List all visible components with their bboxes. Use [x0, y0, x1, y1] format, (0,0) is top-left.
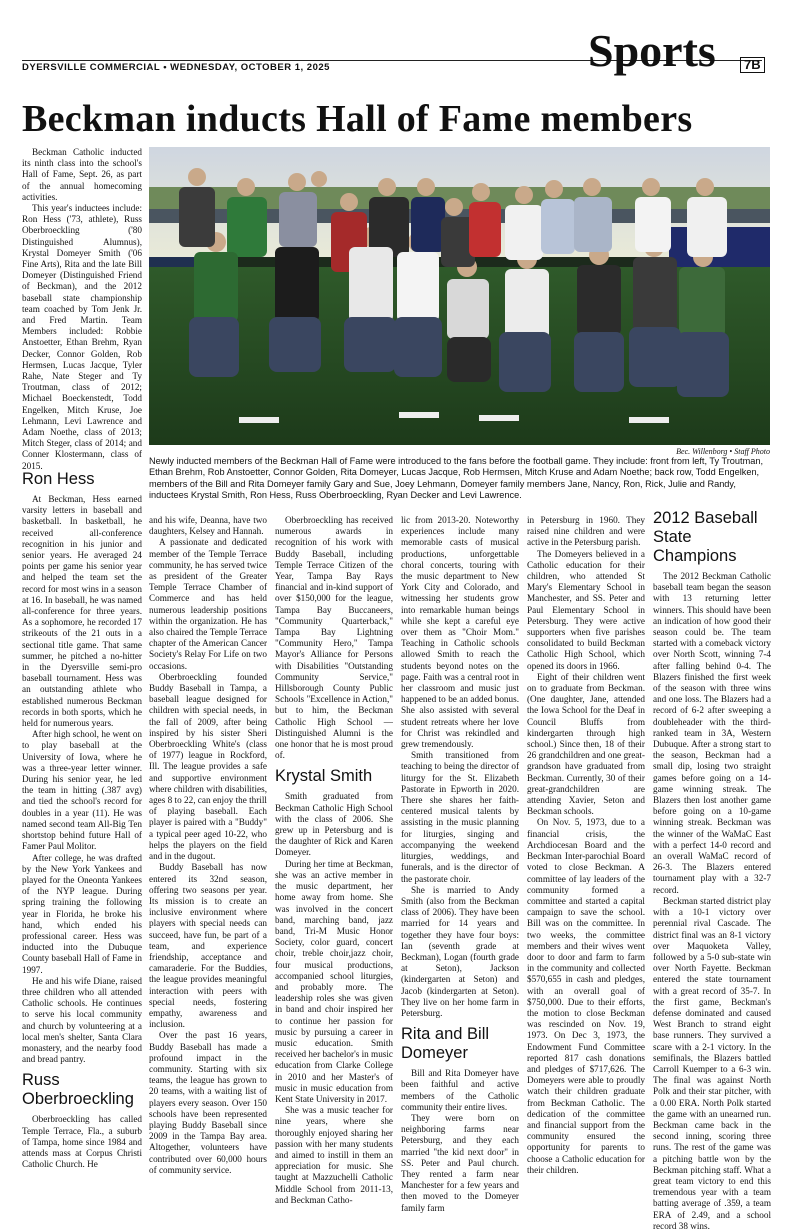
- column-5: [527, 515, 645, 1176]
- column-4: [401, 515, 519, 1214]
- paragraph: Eight of their children went on to graduate from Beckman. (One daughter, Jane, attended the Iowa School for the Deaf in Council Bluffs from kindergarten through high school.) Since then, 18 of their 26 grandchildren and one great-grandson have graduated from Beckman. Currently, 30 of their great-grandchildren are attending Xavier, Seton and Beckman schools.: [527, 671, 645, 817]
- paragraph: lic from 2013-20. Noteworthy experiences include many memorable casts of musical productions, unforgettable choral concerts, touring with the music department to New York City and Colorado, and witnessing her students grow into remarkable human beings while she kept a careful eye over them as "Choir Mom." Teaching in Catholic schools allowed Smith to reach the students beyond notes on the page. Faith was a central root in her classroom and music just happened to be an added bonus. She also assisted with several student retreats where her love for Christ was rekindled and grew tremendously.: [401, 515, 519, 750]
- paragraph: After high school, he went on to play baseball at the University of Iowa, where he was a three-year letter winner. During his senior year, he led the team in hitting (.387 avg) and tied the school's record for doubles in a year (11). He was named second team All-Big Ten shortstop behind future Hall of Famer Paul Molitor.: [22, 729, 142, 852]
- photo-caption: Newly inducted members of the Beckman Hall of Fame were introduced to the fans before the football game. They include: front from left, Ty Troutman, Ethan Brehm, Rob Anstoetter, Connor Golden, Rita Domeyer, Lucas Jacque, Rob Hermsen, Mitch Kruse and Adam Noethe; back row, Todd Engelken, members of the Bill and Rita Domeyer family Gary and Sue, Joey Lehmann, Domeyer family members Jane, Nancy, Ron, Rick, Julie and Randy, inductees Krystal Smith, Ron Hess, Russ Oberbroeckling, Ryan Decker and Levi Lawrence.: [149, 456, 763, 500]
- paragraph: Over the past 16 years, Buddy Baseball has made a profound impact in the community. Starting with six teams, the league has grown to 20 teams, with a waiting list of players every season. Over 150 schools have been represented playing Buddy Baseball since 2009 in the Tampa Bay area. Altogether, volunteers have contributed over 60,000 hours of community service.: [149, 1030, 267, 1175]
- subhead-krystal-smith: Krystal Smith: [275, 767, 373, 786]
- folio-line: DYERSVILLE COMMERCIAL • WEDNESDAY, OCTOBER 1, 2025: [22, 62, 330, 73]
- paragraph: During her time at Beckman, she was an active member in the music department, her home away from home. She was involved in the concert band, marching band, jazz band, Tri-M Music Honor Society, color guard, concert choir, treble choir,jazz choir, four musical productions, accompanied school liturgies, and probably more. The leadership roles she was given in band and choir inspired her to continue her passion for music by pursuing a career in music education. Smith received her bachelor's in music education from Clarke College in 2010 and her Master's of music in music education from Kent State University in 2017.: [275, 858, 393, 1104]
- paragraph: On Nov. 5, 1973, due to a financial crisis, the Archdiocesan Board and the Beckman Inter-parochial Board voted to close Beckman. A committee of lay leaders of the community formed a committee and started a capital campaign to save the school. Bill was on the committee. In two weeks, the committee members and their wives went door to door and farm to farm in the community and collected $570,655 in cash and pledges, with an overall goal of $750,000. Due to their efforts, the motion to close Beckman was rescinded on Nov. 19, 1973. On Dec 3, 1973, the Endowment Fund Committee reported 817 cash donations and pledges of $717,626. The Domeyers were able to proudly watch their children graduate from Beckman Catholic. The dedication of the committee and financial support from the community ensured the opportunity for parents to choose a Catholic education for their children.: [527, 817, 645, 1175]
- paragraph: Oberbroeckling has called Temple Terrace, Fla., a suburb of Tampa, home since 1984 and attends mass at Corpus Christi Catholic Church. He: [22, 1114, 142, 1170]
- paragraph: The 2012 Beckman Catholic baseball team began the season with 13 returning letter winners. This should have been an indication of how good their season could be. The team started with a comeback victory over North Scott, winning 7-4 after falling behind 0-4. The Blazers finished the first week of the season with three wins and one loss. The Blazers had a record of 6-2 after sweeping a doubleheader with the third-ranked team in 3A, Western Dubuque. After a strong start to the season, Beckman had a small dip, losing two straight games before going on a 14-game winning streak. The Blazers then lost another game before going on a 10-game winning streak. Beckman was the winner of the WaMaC East with a perfect 14-0 record and an overall WaMaC record of 26-3. The Blazers entered tournament play with a 32-7 record.: [653, 571, 771, 895]
- paragraph: Beckman Catholic inducted its ninth class into the school's Hall of Fame, Sept. 26, as part of the annual homecoming activities.: [22, 147, 142, 202]
- paragraph: Buddy Baseball has now entered its 32nd season, offering two seasons per year. Its mission is to create an inclusive environment where players with special needs can succeed, have fun, be part of a team, and experience friendship, acceptance and camaraderie. For the Buddies, the league provides meaningful interaction with peers with special needs, fostering empathy, awareness and inclusion.: [149, 862, 267, 1030]
- subhead-2012-baseball: 2012 Baseball State Champions: [653, 509, 758, 565]
- headline: Beckman inducts Hall of Fame members: [22, 98, 693, 140]
- paragraph: They were born on neighboring farms near Petersburg, and they each married "the kid next door" in SS. Peter and Paul church. They rented a farm near Manchester for a few years and then moved to the Domeyer family farm: [401, 1112, 519, 1213]
- photo-credit: Bec. Willenborg • Staff Photo: [676, 447, 770, 456]
- paragraph: He and his wife Diane, raised three children who all attended Catholic schools. He continues to serve his local community and church by volunteering at a local men's shelter, Santa Clara monastery, and the nearby food and bread pantry.: [22, 975, 142, 1065]
- page-number: 7B: [740, 57, 765, 73]
- paragraph: Oberbroeckling founded Buddy Baseball in Tampa, a baseball league designed for children with special needs, in the fall of 2009, after being inspired by his sister Sheri Oberbroeckling White's (class of 1977) league in Rockford, Ill. The league provides a safe and supportive environment where children with disabilities, ages 8 to 22, can enjoy the thrill of playing baseball. Each player is paired with a "Buddy" a typical peer aged 10-22, who helps the players on the field and in the dugout.: [149, 671, 267, 862]
- subhead-russ-oberbroeckling: Russ Oberbroeckling: [22, 1071, 134, 1109]
- paragraph: and his wife, Deanna, have two daughters, Kelsey and Hannah.: [149, 515, 267, 537]
- column-1-continued: [22, 464, 142, 1170]
- paragraph: Bill and Rita Domeyer have been faithful and active members of the Catholic community their entire lives.: [401, 1068, 519, 1112]
- paragraph: in Petersburg in 1960. They raised nine children and were active in the Petersburg parish.: [527, 515, 645, 548]
- subhead-ron-hess: Ron Hess: [22, 470, 95, 488]
- paragraph: She was a music teacher for nine years, where she thoroughly enjoyed sharing her passion with her many students and aimed to instill in them an appreciation for music. She taught at Mazzuchelli Catholic Middle School from 2011-13, and Beckman Catho-: [275, 1105, 393, 1205]
- paragraph: This year's inductees include: Ron Hess ('73, athlete), Russ Oberbroeckling ('80 Distinguished Alumnus), Krystal Domeyer Smith ('06 Fine Arts), Rita and the late Bill Domeyer (Distinguished Friend of Beckman), and the 2012 baseball state championship team coached by Tom Jenk Jr. and Fred Martin. Team Members included: Robbie Anstoetter, Ethan Brehm, Ryan Decker, Connor Golden, Rob Hermsen, Lucas Jacque, Tyler Rahe, Nate Steger and Ty Troutman, class of 2012; Michael Boeckenstedt, Todd Engelken, Mitch Kruse, Joe Lehmann, Levi Lawrence and Adam Noethe, class of 2013; Mitch Steger, class of 2014; and Conner Klostermann, class of 2015.: [22, 203, 142, 471]
- paragraph: Smith graduated from Beckman Catholic High School with the class of 2006. She grew up in Petersburg and is the daughter of Rick and Karen Domeyer.: [275, 791, 393, 858]
- column-3: [275, 515, 393, 1206]
- paragraph: The Domeyers believed in a Catholic education for their children, who attended St Mary's Elementary School in Manchester, and SS. Peter and Paul Elementary School in Petersburg. They were active supporters when five parishes consolidated to build Beckman Catholic High School, which opened its doors in 1966.: [527, 548, 645, 671]
- column-1: [22, 147, 142, 472]
- subhead-rita-bill-domeyer: Rita and Bill Domeyer: [401, 1025, 490, 1063]
- paragraph: Smith transitioned from teaching to being the director of liturgy for the St. Elizabeth Pastorate in Epworth in 2020. There she shares her faith-centered musical talents by assisting in the music planning for liturgies, singing and accompanying the weekend liturgies, weddings, and funerals, and is the director of the pastorate choir.: [401, 750, 519, 884]
- paragraph: She is married to Andy Smith (also from the Beckman class of 2006). They have been married for 14 years and together they have four boys: Ian (seventh grade at Beckman), Logan (fourth grade at Seton), Jackson (kindergarten at Seton) and Jacob (kindergarten at Seton). They live on her home farm in Petersburg.: [401, 884, 519, 1018]
- paragraph: Oberbroeckling has received numerous awards in recognition of his work with Buddy Baseball, including Temple Terrace Citizen of the Year, Tampa Bay Rays financial and in-kind support of over $150,000 for the league, Tampa Bay Buccaneers, "Community Quarterback," Tampa Bay Lightning "Community Hero," Tampa Mayor's Alliance for Persons with Disabilities "Outstanding Community Service," Hillsborough County Public Schools "Excellence in Action," but to him, the Beckman Catholic High School — Distinguished Alumni is the one honor that he is most proud of.: [275, 515, 393, 761]
- group-photo: [149, 147, 770, 445]
- paragraph: Beckman started district play with a 10-1 victory over perennial rival Cascade. The district final was an 8-1 victory over Maquoketa Valley, followed by a 5-0 sub-state win over North Fayette. Beckman entered the state tournament with a great record of 35-7. In the first game, Beckman's defense dominated and caused West Branch to strand eight base runners. They survived a scare with a 2-1 victory. In the semifinals, the Blazers battled Carroll Kuemper to a 6-3 win. The final was against North Polk and their star pitcher, with a 0.00 ERA. North Polk started the game with an unearned run. Beckman came back in the second inning, scoring three runs. The rest of the game was a pitching battle won by the Beckman pitching staff. What a great team victory to end this tremendous year with a team batting average of .359, a team ERA of 2.49, and a school record 38 wins.: [653, 895, 771, 1231]
- column-2: [149, 515, 267, 1176]
- column-6: [653, 509, 771, 1232]
- paragraph: At Beckman, Hess earned varsity letters in baseball and basketball. In basketball, he received all-conference recognition in his junior and senior years. He averaged 24 points per game his senior year and helped the team set the record for most wins in a season at 16. In baseball, he was named all-conference for three years. As a sophomore, he recorded 17 strikeouts of the 21 outs in a sectional title game. That same summer, he pitched a no-hitter in the Dyersville semi-pro baseball tournament. Hess was an outstanding athlete who established numerous Beckman records in both sports, which he held for numerous years.: [22, 494, 142, 729]
- paragraph: After college, he was drafted by the New York Yankees and played for the Oneonta Yankees of the NYP league. During spring training the following year in Florida, he broke his hand, which ended his professional career. Hess was inducted into the Dubuque County baseball Hall of Fame in 1997.: [22, 852, 142, 975]
- paragraph: A passionate and dedicated member of the Temple Terrace community, he has served twice as president of the Greater Temple Terrace Chamber of Commerce and has held numerous leadership positions within the organization. He has also chaired the Temple Terrace chapter of the American Cancer Society's Relay For Life on two occasions.: [149, 537, 267, 671]
- section-title: Sports: [588, 25, 716, 76]
